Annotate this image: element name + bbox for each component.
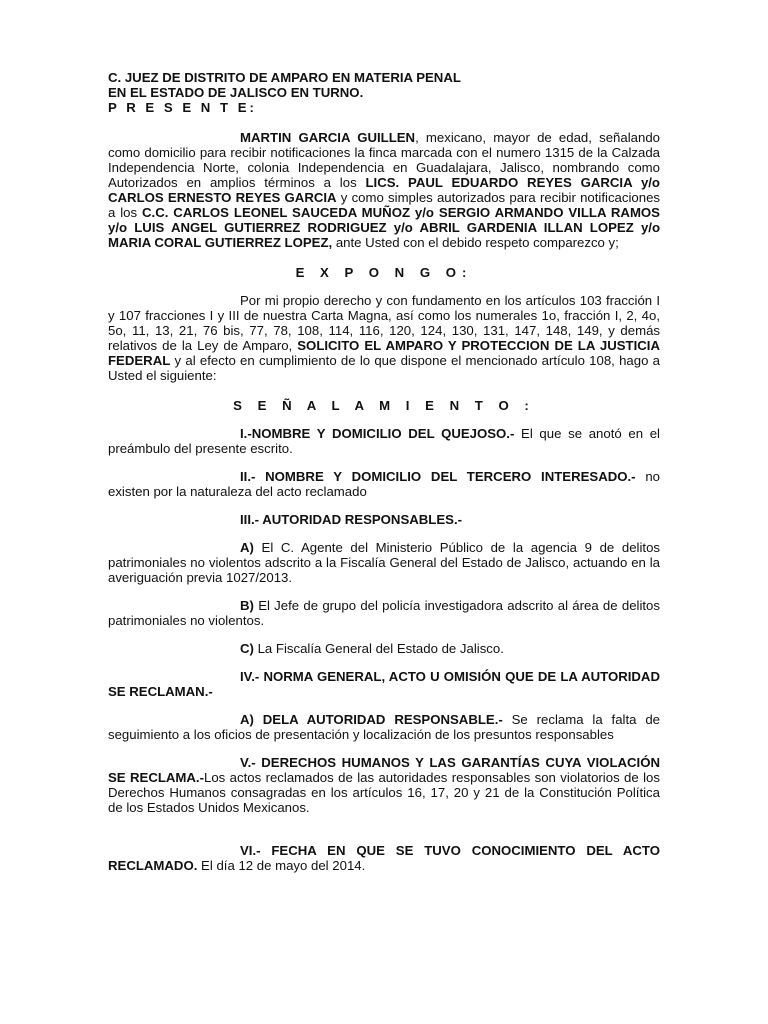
expongo-heading: E X P O N G O: <box>295 265 473 280</box>
section-6-title: VI.- FECHA EN QUE SE TUVO CONOCIMIENTO DEL ACTO RECLAMADO. <box>108 843 660 873</box>
authority-c <box>108 641 660 656</box>
section-4-a-text: Se reclama la falta de seguimiento a los oficios de presentación y localización de los presuntos responsables <box>108 712 660 742</box>
intro-paragraph <box>108 130 660 250</box>
presente-heading: P R E S E N T E: <box>108 100 257 115</box>
authority-b-text: El Jefe de grupo del policía investigadora adscrito al área de delitos patrimoniales no violentos. <box>108 598 660 628</box>
section-3 <box>108 512 660 527</box>
authorized-names: C.C. CARLOS LEONEL SAUCEDA MUÑOZ y/o SERGIO ARMANDO VILLA RAMOS y/o LUIS ANGEL GUTIERREZ RODRIGUEZ y/o ABRIL GARDENIA ILLAN LOPEZ y/o MARIA CORAL GUTIERREZ LOPEZ, <box>108 205 660 250</box>
authority-a-text: El C. Agente del Ministerio Público de la agencia 9 de delitos patrimoniales no violentos adscrito a la Fiscalía General del Estado de Jalisco, actuando en la averiguación previa 1027/2013. <box>108 540 660 585</box>
addressee-block <box>108 70 660 115</box>
petitioner-name: MARTIN GARCIA GUILLEN <box>240 130 416 145</box>
section-2 <box>108 469 660 499</box>
authority-b-label: B) <box>240 598 254 613</box>
section-1-text: El que se anotó en el preámbulo del presente escrito. <box>108 426 660 456</box>
section-1-title: I.-NOMBRE Y DOMICILIO DEL QUEJOSO.- <box>240 426 515 441</box>
authority-b <box>108 598 660 628</box>
section-3-title: III.- AUTORIDAD RESPONSABLES.- <box>240 512 463 527</box>
authority-a-label: A) <box>240 540 254 555</box>
authority-c-text: La Fiscalía General del Estado de Jalisco. <box>253 641 504 656</box>
section-6-text: El día 12 de mayo del 2014. <box>197 858 366 873</box>
intro-text-2: y como simples autorizados para recibir notificaciones a los <box>108 190 660 220</box>
section-1 <box>108 426 660 456</box>
section-4-a <box>108 712 660 742</box>
intro-text-3: ante Usted con el debido respeto comparezco y; <box>332 235 619 250</box>
expongo-text-1: Por mi propio derecho y con fundamento en los artículos 103 fracción I y 107 fracciones I y III de nuestra Carta Magna, así como los numerales 1o, fracción I, 2, 4o, 5o, 11, 13, 21, 76 bis, 77, 78, 108, 114, 116, 120, 124, 130, 131, 147, 148, 149, y demás relativos de la Ley de Amparo, <box>108 293 660 353</box>
expongo-text-2: y al efecto en cumplimiento de lo que dispone el mencionado artículo 108, hago a Usted el siguiente: <box>108 353 660 383</box>
expongo-paragraph <box>108 293 660 383</box>
senalamiento-heading: S E Ñ A L A M I E N T O : <box>233 398 535 413</box>
section-2-title: II.- NOMBRE Y DOMICILIO DEL TERCERO INTERESADO.- <box>240 469 636 484</box>
section-5-title: V.- DERECHOS HUMANOS Y LAS GARANTÍAS CUYA VIOLACIÓN SE RECLAMA.- <box>108 755 660 785</box>
addressee-line-2: EN EL ESTADO DE JALISCO EN TURNO. <box>108 85 364 100</box>
addressee-line-1: C. JUEZ DE DISTRITO DE AMPARO EN MATERIA PENAL <box>108 70 461 85</box>
section-5-text: Los actos reclamados de las autoridades responsables son violatorios de los Derechos Humanos consagradas en los artículos 16, 17, 20 y 21 de la Constitución Política de los Estados Unidos Mexicanos. <box>108 770 660 815</box>
section-5 <box>108 755 660 815</box>
section-4 <box>108 669 660 699</box>
expongo-request: SOLICITO EL AMPARO Y PROTECCION DE LA JUSTICIA FEDERAL <box>108 338 660 368</box>
section-2-text: no existen por la naturaleza del acto reclamado <box>108 469 660 499</box>
authority-a <box>108 540 660 585</box>
section-4-title: IV.- NORMA GENERAL, ACTO U OMISIÓN QUE DE LA AUTORIDAD SE RECLAMAN.- <box>108 669 660 699</box>
section-6 <box>108 843 660 873</box>
document-body <box>108 70 660 873</box>
lawyers-names: LICS. PAUL EDUARDO REYES GARCIA y/o CARLOS ERNESTO REYES GARCIA <box>108 175 660 205</box>
section-4-a-label: A) DELA AUTORIDAD RESPONSABLE.- <box>240 712 503 727</box>
authority-c-label: C) <box>240 641 254 656</box>
intro-text-1: , mexicano, mayor de edad, señalando como domicilio para recibir notificaciones la finca marcada con el numero 1315 de la Calzada Independencia Norte, colonia Independencia en Guadalajara, Jalisco, nombrando como Autorizados en amplios términos a los <box>108 130 660 190</box>
